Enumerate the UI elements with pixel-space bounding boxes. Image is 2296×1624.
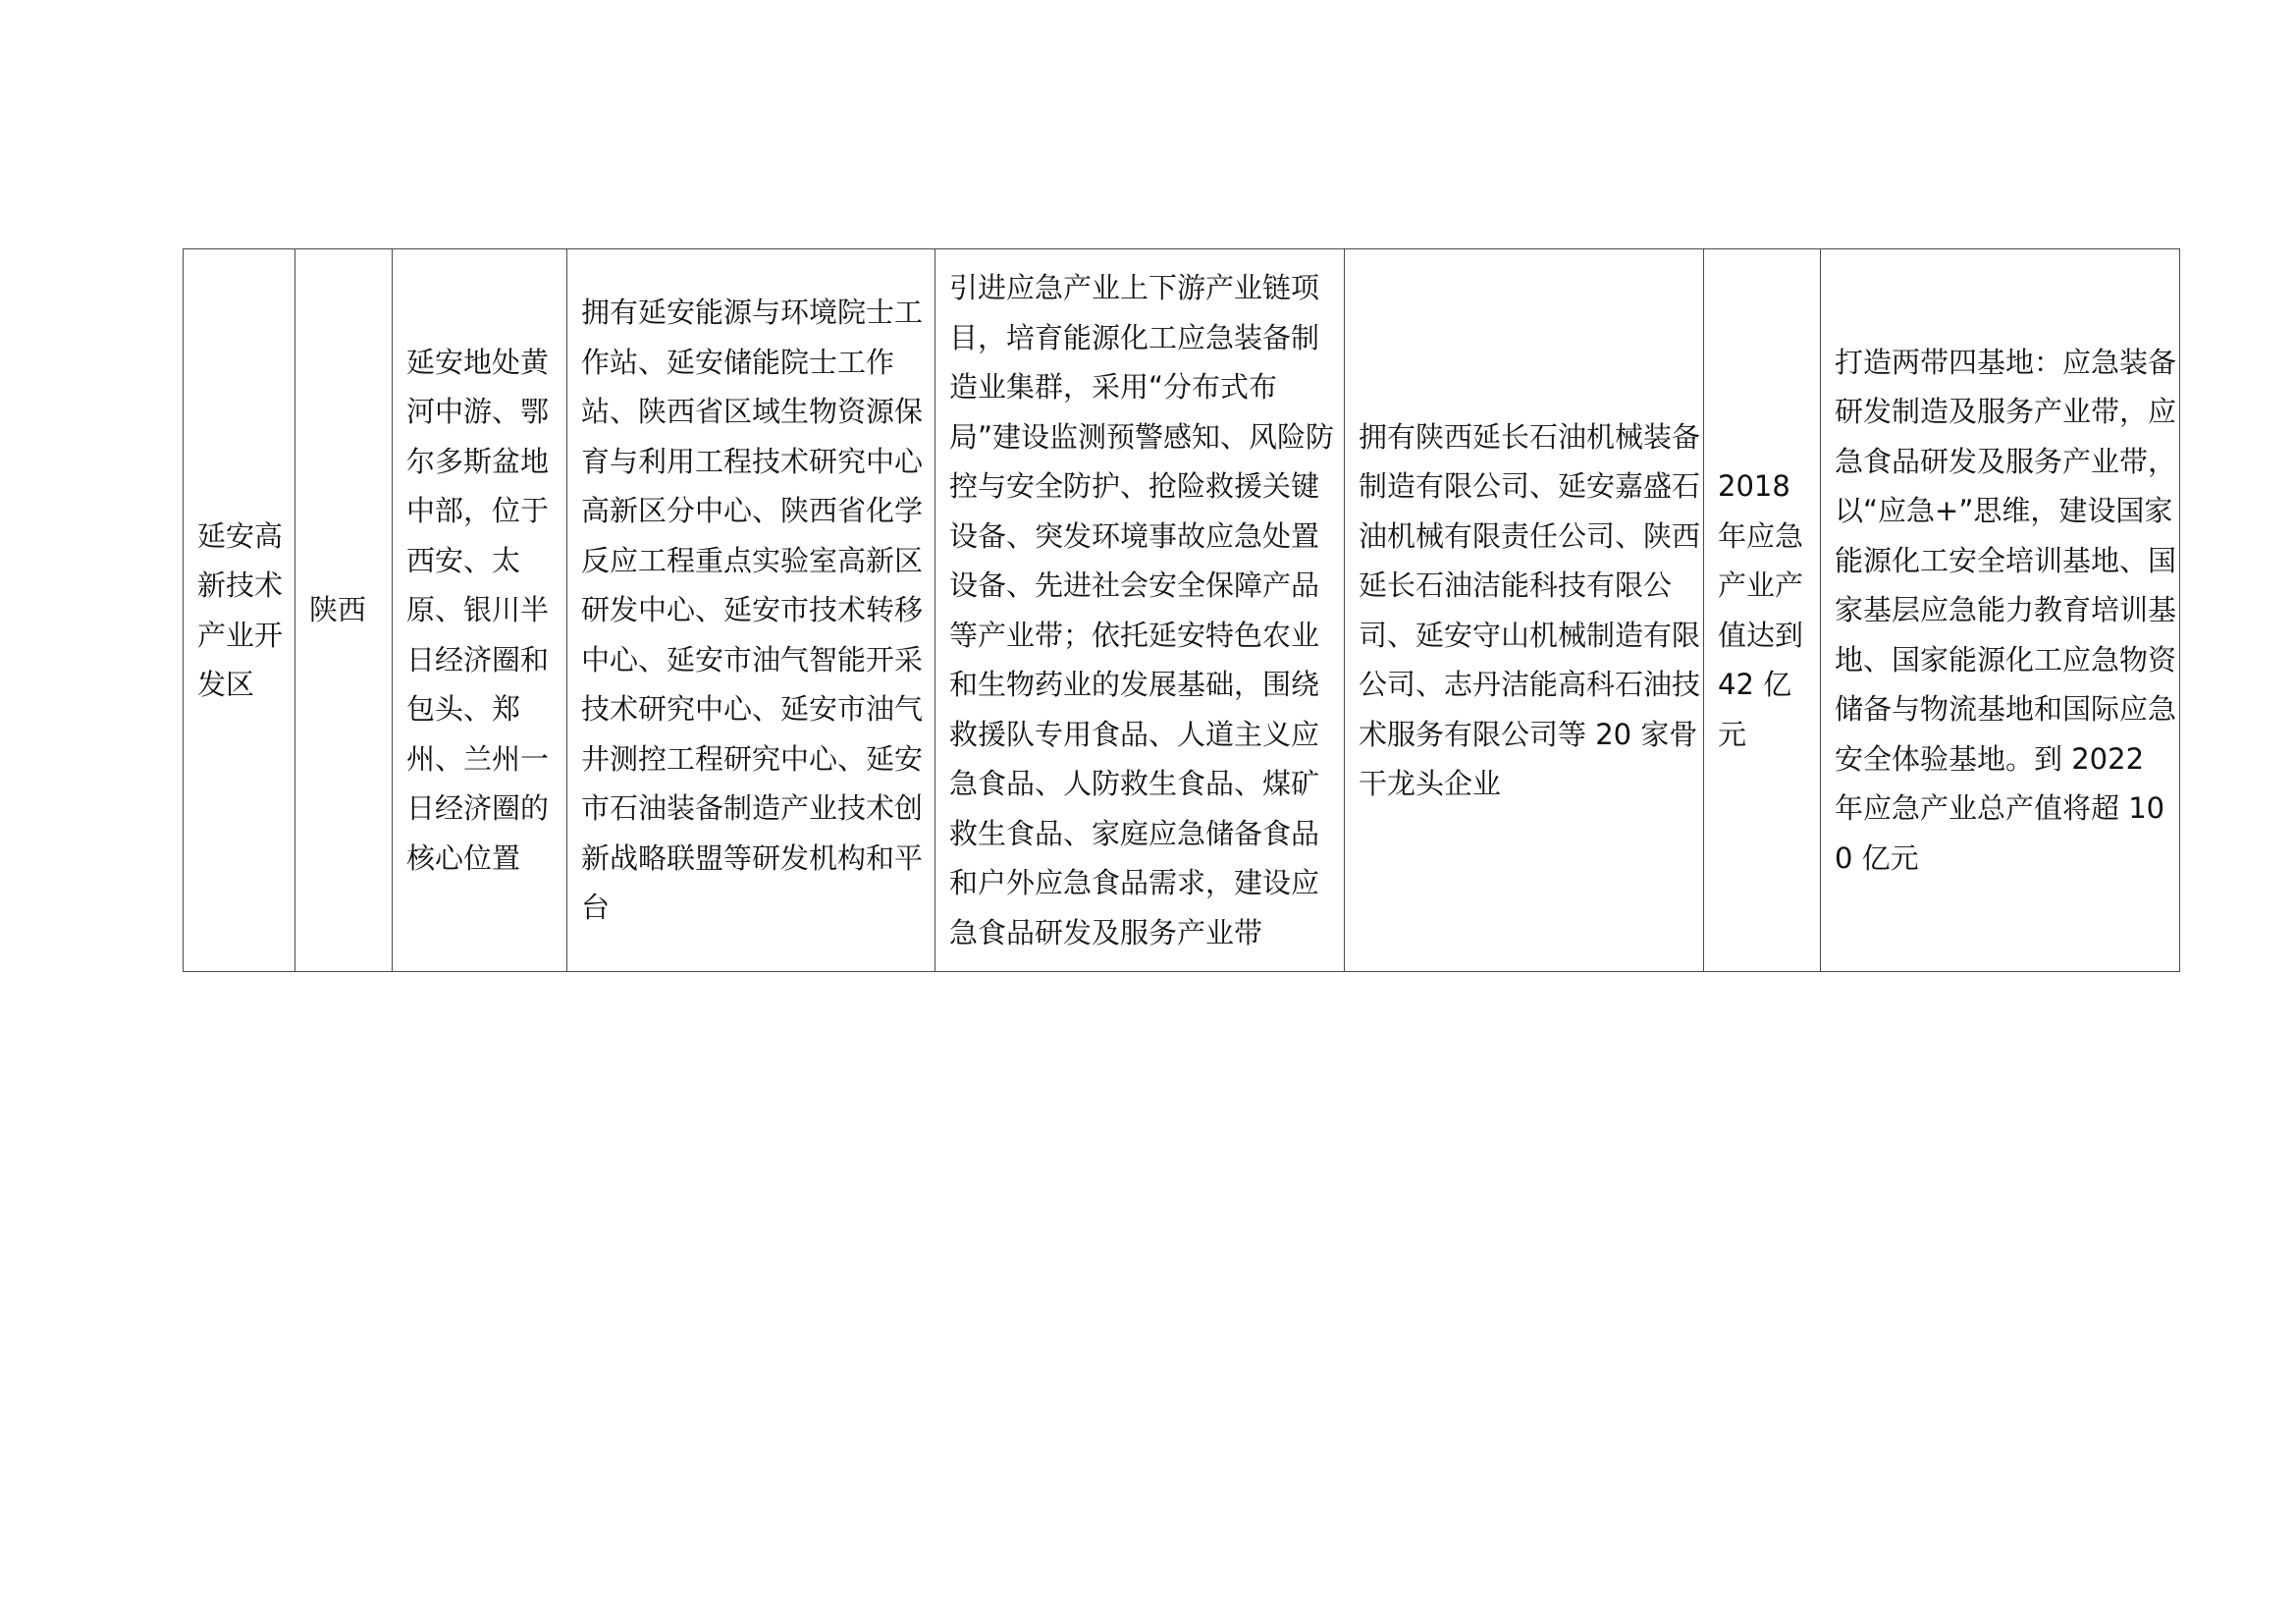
cell-location: 延安地处黄河中游、鄂尔多斯盆地中部，位于西安、太原、银川半日经济圈和包头、郑州、兰州一日经济圈的核心位置 <box>393 249 567 972</box>
cell-development-plan: 打造两带四基地：应急装备研发制造及服务产业带，应急食品研发及服务产业带，以“应急+”思维，建设国家能源化工安全培训基地、国家基层应急能力教育培训基地、国家能源化工应急物资储备与物流基地和国际应急安全体验基地。到 2022 年应急产业总产值将超 100 亿元 <box>1821 249 2180 972</box>
cell-zone-name: 延安高新技术产业开发区 <box>184 249 295 972</box>
cell-province: 陕西 <box>295 249 393 972</box>
cell-industry-layout: 引进应急产业上下游产业链项目，培育能源化工应急装备制造业集群，采用“分布式布局”建设监测预警感知、风险防控与安全防护、抢险救援关键设备、突发环境事故应急处置设备、先进社会安全保障产品等产业带；依托延安特色农业和生物药业的发展基础，围绕救援队专用食品、人道主义应急食品、人防救生食品、煤矿救生食品、家庭应急储备食品和户外应急食品需求，建设应急食品研发及服务产业带 <box>935 249 1345 972</box>
cell-key-enterprises: 拥有陕西延长石油机械装备制造有限公司、延安嘉盛石油机械有限责任公司、陕西延长石油洁能科技有限公司、延安守山机械制造有限公司、志丹洁能高科石油技术服务有限公司等 20 家骨干龙头企业 <box>1345 249 1704 972</box>
industry-base-table <box>183 248 2180 972</box>
table-row <box>184 249 2180 972</box>
cell-output-value: 2018 年应急产业产值达到 42 亿元 <box>1704 249 1821 972</box>
cell-research-platforms: 拥有延安能源与环境院士工作站、延安储能院士工作站、陕西省区域生物资源保育与利用工程技术研究中心高新区分中心、陕西省化学反应工程重点实验室高新区研发中心、延安市技术转移中心、延安市油气智能开采技术研究中心、延安市油气井测控工程研究中心、延安市石油装备制造产业技术创新战略联盟等研发机构和平台 <box>567 249 935 972</box>
